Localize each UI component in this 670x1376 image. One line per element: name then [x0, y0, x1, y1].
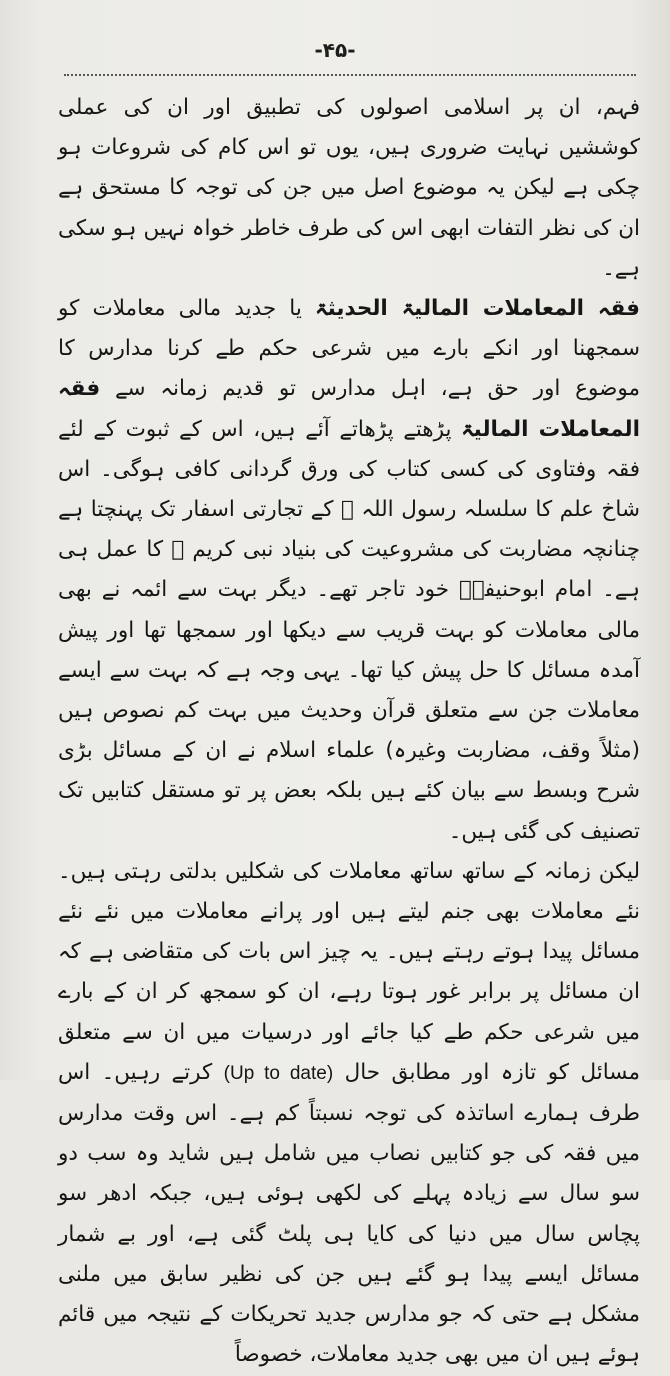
paragraph-1-text: فہم، ان پر اسلامی اصولوں کی تطبیق اور ان کی عملی کوششیں نہایت ضروری ہیں، یوں تو اس کام کی شروعات ہو چکی ہے لیکن یہ موضوع اصل میں جن کی توجہ کا مستحق ہے ان کی نظر التفات ابھی اس کی طرف خاطر خواہ نہیں ہو سکی ہے۔: [58, 95, 640, 281]
body-text: [58, 88, 640, 1376]
paragraph-3-text-part-1: لیکن زمانہ کے ساتھ ساتھ معاملات کی شکلیں بدلتی رہتی ہیں۔ نئے معاملات بھی جنم لیتے ہیں اور پرانے معاملات میں نئے نئے مسائل پیدا ہوتے رہتے ہیں۔ یہ چیز اس بات کی متقاضی ہے کہ ان مسائل پر برابر غور ہوتا رہے، ان کو سمجھ کر ان کے بارے میں شرعی حکم طے کیا جائے اور درسیات میں ان سے متعلق مسائل کو تازہ اور مطابق حال: [58, 858, 640, 1085]
paragraph-2-text-part-1: یا جدید مالی معاملات کو سمجھنا اور انکے بارے میں شرعی حکم طے کرنا مدارس کا موضوع اور حق ہے، اہل مدارس تو قدیم زمانہ سے: [58, 296, 640, 402]
paragraph-3: [58, 852, 640, 1376]
paragraph-2: [58, 289, 640, 852]
paragraph-1: [58, 88, 640, 289]
english-term-up-to-date: (Up to date): [223, 1062, 334, 1084]
arabic-term-fiqh-finance: فقہ المعاملات المالیۃ: [58, 376, 640, 442]
arabic-term-fiqh-modern-finance: فقہ المعاملات المالیۃ الحدیثۃ: [314, 296, 640, 322]
paragraph-2-text-part-2: پڑھتے پڑھاتے آئے ہیں، اس کے ثبوت کے لئے فقہ وفتاوی کی کسی کتاب کی ورق گردانی کافی ہوگی۔ اس شاخ علم کا سلسلہ رسول اللہ ﷺ کے تجارتی اسفار تک پہنچتا ہے چنانچہ مضاربت کی مشروعیت کی بنیاد نبی کریم ﷺ کا عمل ہی ہے۔ امام ابوحنیفہؒ خود تاجر تھے۔ دیگر بہت سے ائمہ نے بھی مالی معاملات کو بہت قریب سے دیکھا اور سمجھا تھا اور پیش آمدہ مسائل کا حل پیش کیا تھا۔ یہی وجہ ہے کہ بہت سے ایسے معاملات جن سے متعلق قرآن وحدیث میں بہت کم نصوص ہیں (مثلاً وقف، مضاربت وغیرہ) علماء اسلام نے ان کے مسائل بڑی شرح وبسط سے بیان کئے ہیں بلکہ بعض پر تو مستقل کتابیں تک تصنیف کی گئی ہیں۔: [58, 416, 640, 844]
page-number: -۴۵-: [314, 38, 356, 62]
paragraph-3-text-part-2: کرتے رہیں۔ اس طرف ہمارے اساتذہ کی توجہ نسبتاً کم ہے۔ اس وقت مدارس میں فقہ کی جو کتابیں نصاب میں شامل ہیں شاید وہ سب دو سو سال سے زیادہ پہلے کی لکھی ہوئی ہیں، جبکہ ادھر سو پچاس سال میں دنیا کی کایا ہی پلٹ گئی ہے، اور بے شمار مسائل ایسے پیدا ہو گئے ہیں جن کی نظیر سابق میں ملنی مشکل ہے حتی کہ جو مدارس جدید تحریکات کے نتیجہ میں قائم ہوئے ہیں ان میں بھی جدید معاملات، خصوصاً: [58, 1059, 640, 1368]
header-dotted-rule: [64, 74, 636, 76]
